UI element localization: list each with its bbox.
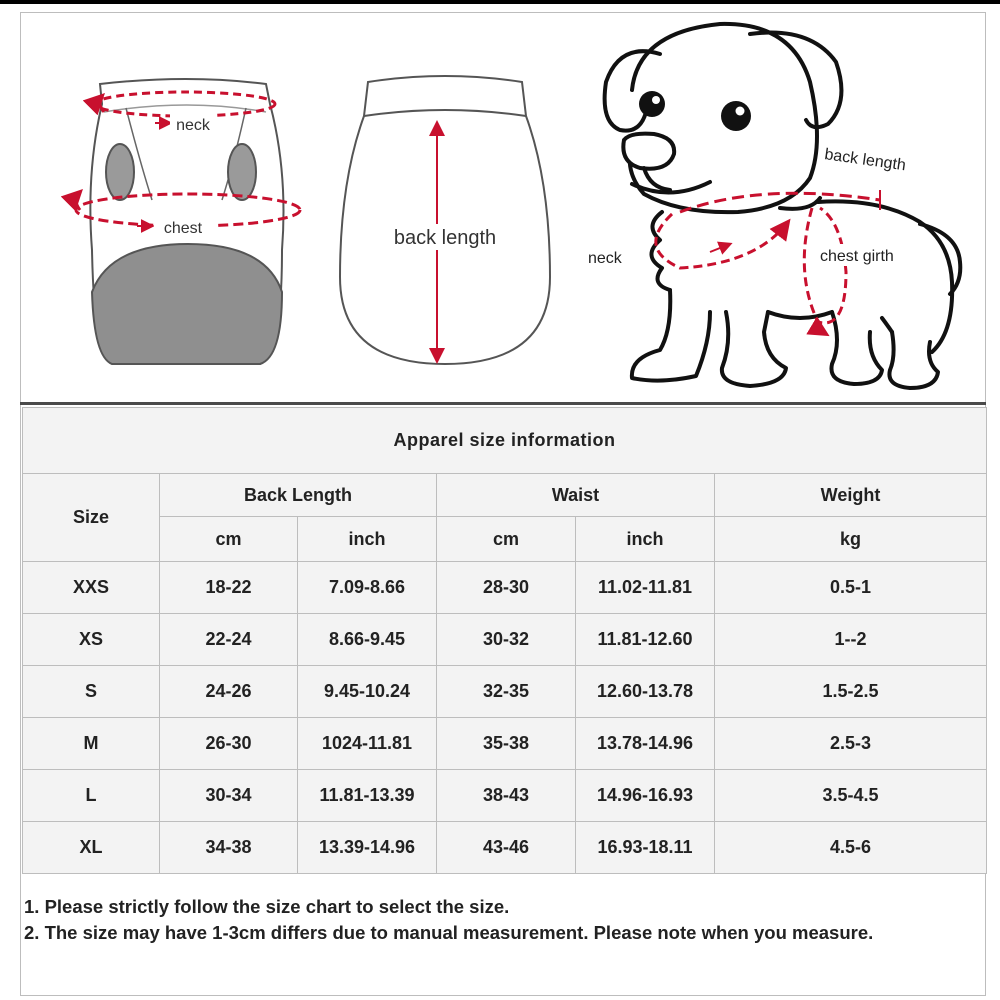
table-cell: 9.45-10.24 bbox=[298, 666, 437, 718]
unit-header: cm bbox=[160, 517, 298, 562]
table-cell: 34-38 bbox=[160, 822, 298, 874]
table-cell: 43-46 bbox=[437, 822, 576, 874]
table-cell: 12.60-13.78 bbox=[576, 666, 715, 718]
unit-header: kg bbox=[715, 517, 987, 562]
table-cell: 26-30 bbox=[160, 718, 298, 770]
table-cell: 13.78-14.96 bbox=[576, 718, 715, 770]
table-cell: 4.5-6 bbox=[715, 822, 987, 874]
unit-header: cm bbox=[437, 517, 576, 562]
table-cell: 30-34 bbox=[160, 770, 298, 822]
size-header: Size bbox=[23, 474, 160, 562]
weight-header: Weight bbox=[715, 474, 987, 517]
table-cell: 0.5-1 bbox=[715, 562, 987, 614]
size-cell: S bbox=[23, 666, 160, 718]
vest-back-length-label: back length bbox=[393, 227, 497, 249]
table-title: Apparel size information bbox=[23, 408, 987, 474]
dog-back-length-label: back length bbox=[823, 146, 907, 175]
size-cell: XS bbox=[23, 614, 160, 666]
table-cell: 11.81-13.39 bbox=[298, 770, 437, 822]
table-cell: 38-43 bbox=[437, 770, 576, 822]
table-cell: 11.81-12.60 bbox=[576, 614, 715, 666]
table-cell: 13.39-14.96 bbox=[298, 822, 437, 874]
table-cell: 7.09-8.66 bbox=[298, 562, 437, 614]
table-cell: 3.5-4.5 bbox=[715, 770, 987, 822]
top-border bbox=[0, 0, 1000, 4]
dog-chest-girth-label: chest girth bbox=[820, 248, 894, 265]
section-divider bbox=[20, 402, 986, 405]
illustration-panel bbox=[20, 12, 986, 404]
table-row bbox=[23, 614, 987, 666]
note-1: 1. Please strictly follow the size chart to select the size. bbox=[24, 896, 510, 917]
size-table bbox=[22, 407, 987, 874]
size-cell: M bbox=[23, 718, 160, 770]
table-row bbox=[23, 718, 987, 770]
table-row bbox=[23, 770, 987, 822]
vest-chest-label: chest bbox=[163, 220, 203, 237]
table-row bbox=[23, 822, 987, 874]
back-length-header: Back Length bbox=[160, 474, 437, 517]
vest-neck-label: neck bbox=[176, 117, 210, 134]
table-row bbox=[23, 666, 987, 718]
dog-neck-label: neck bbox=[588, 250, 622, 267]
unit-header: inch bbox=[298, 517, 437, 562]
table-cell: 1024-11.81 bbox=[298, 718, 437, 770]
vest-back-diagram bbox=[340, 76, 550, 364]
waist-header: Waist bbox=[437, 474, 715, 517]
dog-diagram bbox=[605, 24, 961, 388]
table-cell: 24-26 bbox=[160, 666, 298, 718]
vest-front-diagram bbox=[76, 79, 300, 364]
table-cell: 1.5-2.5 bbox=[715, 666, 987, 718]
size-cell: XL bbox=[23, 822, 160, 874]
table-cell: 28-30 bbox=[437, 562, 576, 614]
table-cell: 14.96-16.93 bbox=[576, 770, 715, 822]
table-cell: 35-38 bbox=[437, 718, 576, 770]
notes bbox=[24, 894, 974, 946]
table-cell: 18-22 bbox=[160, 562, 298, 614]
table-cell: 2.5-3 bbox=[715, 718, 987, 770]
unit-header: inch bbox=[576, 517, 715, 562]
table-cell: 8.66-9.45 bbox=[298, 614, 437, 666]
size-cell: XXS bbox=[23, 562, 160, 614]
table-cell: 11.02-11.81 bbox=[576, 562, 715, 614]
size-cell: L bbox=[23, 770, 160, 822]
table-cell: 1--2 bbox=[715, 614, 987, 666]
table-cell: 16.93-18.11 bbox=[576, 822, 715, 874]
table-cell: 22-24 bbox=[160, 614, 298, 666]
dog-measurements bbox=[588, 146, 907, 334]
table-cell: 32-35 bbox=[437, 666, 576, 718]
table-cell: 30-32 bbox=[437, 614, 576, 666]
table-row bbox=[23, 562, 987, 614]
note-2: 2. The size may have 1-3cm differs due to manual measurement. Please note when you measure. bbox=[24, 922, 874, 943]
